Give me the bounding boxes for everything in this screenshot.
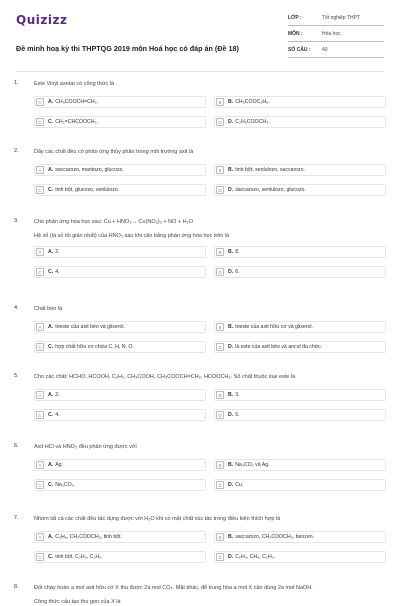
option-letter-box: B bbox=[216, 98, 224, 106]
question-text: Cho phản ứng hóa học sau: Cu + HNO₃→ Cu(NO₃)₂ + NO + H₂O bbox=[34, 219, 194, 225]
option-text: 2. bbox=[55, 249, 60, 255]
option-letter-box: D bbox=[216, 118, 224, 126]
answer-option-content bbox=[216, 553, 275, 561]
answer-option-content bbox=[216, 268, 240, 276]
meta-row-class bbox=[288, 10, 384, 26]
option-letter-box: D bbox=[216, 186, 224, 194]
answer-option-content bbox=[36, 461, 63, 469]
answer-option-content bbox=[216, 481, 243, 489]
option-letter: C. bbox=[48, 344, 54, 350]
header-divider bbox=[16, 71, 384, 72]
option-text: CH₃COOCH=CH₂. bbox=[55, 99, 99, 105]
answer-option-d[interactable] bbox=[214, 266, 386, 278]
option-letter-box: B bbox=[216, 461, 224, 469]
option-text: C₂H₄, CH₄, C₂H₂. bbox=[235, 554, 276, 560]
question-number: 1. bbox=[14, 80, 19, 86]
option-letter-box: C bbox=[36, 118, 44, 126]
answer-option-content bbox=[216, 248, 240, 256]
option-letter-box: A bbox=[36, 166, 44, 174]
question-text: Hệ số (là số tối giản nhất) của HNO₃ sau khi cân bằng phản ứng hóa học trên là bbox=[34, 233, 230, 239]
answer-option-content bbox=[216, 166, 305, 174]
option-letter: A. bbox=[48, 99, 54, 105]
option-letter-box: D bbox=[216, 343, 224, 351]
answer-option-content bbox=[36, 186, 119, 194]
question-number: 5. bbox=[14, 373, 19, 379]
option-letter: B. bbox=[228, 167, 234, 173]
answer-option-content bbox=[216, 411, 240, 419]
option-text: 2. bbox=[55, 392, 60, 398]
option-letter: A. bbox=[48, 392, 54, 398]
option-letter-box: A bbox=[36, 98, 44, 106]
option-letter: B. bbox=[228, 324, 234, 330]
question-text: Cho các chất: HCHO, HCOOH, C₂H₂, CH₃COOH, CH₃COOCH=CH₂, HCOOCH₃. Số chất thuộc loại este là bbox=[34, 374, 296, 380]
answer-option-content bbox=[36, 98, 98, 106]
option-letter-box: A bbox=[36, 461, 44, 469]
option-letter: A. bbox=[48, 167, 54, 173]
option-text: Na₂CO₃. bbox=[55, 482, 76, 488]
option-letter: B. bbox=[228, 249, 234, 255]
option-text: Ag. bbox=[55, 462, 63, 468]
question-number: 8. bbox=[14, 584, 19, 590]
meta-key: MÔN : bbox=[288, 30, 303, 37]
option-letter-box: D bbox=[216, 411, 224, 419]
option-letter: A. bbox=[48, 324, 54, 330]
answer-option-content bbox=[216, 391, 240, 399]
meta-row-count bbox=[288, 42, 384, 58]
option-letter: D. bbox=[228, 344, 234, 350]
option-letter-box: C bbox=[36, 186, 44, 194]
option-text: 5. bbox=[235, 412, 240, 418]
meta-value: Tốt nghiệp THPT bbox=[322, 14, 360, 21]
question-text: Dãy các chất đều có phản ứng thủy phân trong môi trường axit là bbox=[34, 149, 194, 155]
answer-option-content bbox=[36, 533, 122, 541]
option-letter: C. bbox=[48, 269, 54, 275]
answer-option-content bbox=[216, 323, 313, 331]
document-title: Đề minh hoạ kỳ thi THPTQG 2019 môn Hoá học có đáp án (Đề 18) bbox=[16, 44, 239, 53]
option-letter: B. bbox=[228, 462, 234, 468]
question-number: 6. bbox=[14, 443, 19, 449]
option-letter: A. bbox=[48, 534, 54, 540]
meta-key: SỐ CÂU : bbox=[288, 46, 311, 53]
question-text: Đốt cháy hoàn a mol axit hữu cơ X thu được 2a mol CO₂. Mặt khác, để trung hòa a mol X cần dùng 2a mol NaOH. bbox=[34, 585, 313, 591]
option-letter: D. bbox=[228, 269, 234, 275]
answer-option-content bbox=[216, 118, 270, 126]
question-text: Este Vinyl axetat có công thức là bbox=[34, 81, 115, 87]
option-letter: D. bbox=[228, 187, 234, 193]
question-number: 3. bbox=[14, 218, 19, 224]
option-letter: D. bbox=[228, 554, 234, 560]
question-number: 7. bbox=[14, 515, 19, 521]
option-text: tinh bột, xenlulozo, saccarozo. bbox=[235, 167, 305, 173]
question-text: Nhóm tất cả các chất đều tác dụng được với H₂O khi có mặt chất xúc tác trong điều kiện thích hợp là bbox=[34, 516, 281, 522]
answer-option-a[interactable] bbox=[34, 246, 206, 258]
option-letter: A. bbox=[48, 462, 54, 468]
option-letter: D. bbox=[228, 412, 234, 418]
answer-option-content bbox=[36, 323, 125, 331]
answer-option-b[interactable] bbox=[214, 246, 386, 258]
option-text: C₂H₅COOCH₃. bbox=[235, 119, 270, 125]
option-letter-box: B bbox=[216, 166, 224, 174]
option-letter-box: B bbox=[216, 323, 224, 331]
option-letter-box: D bbox=[216, 553, 224, 561]
option-letter: C. bbox=[48, 482, 54, 488]
question-text: Chất béo là bbox=[34, 306, 63, 312]
option-text: Na₂CO₃ và Ag. bbox=[235, 462, 270, 468]
answer-option-content bbox=[36, 553, 103, 561]
option-letter-box: C bbox=[36, 268, 44, 276]
option-text: tinh bột, glucozo, xenlulozo. bbox=[55, 187, 120, 193]
option-letter: C. bbox=[48, 119, 54, 125]
answer-option-b[interactable] bbox=[214, 389, 386, 401]
option-letter-box: A bbox=[36, 391, 44, 399]
option-letter-box: C bbox=[36, 553, 44, 561]
answer-option-content bbox=[216, 186, 306, 194]
option-letter-box: C bbox=[36, 411, 44, 419]
option-letter-box: A bbox=[36, 248, 44, 256]
option-text: 8. bbox=[235, 249, 240, 255]
option-letter: B. bbox=[228, 99, 234, 105]
option-text: CH₂=CHCOOCH₃. bbox=[55, 119, 99, 125]
option-text: C₂H₆, CH₃COOCH₃, tinh bột. bbox=[55, 534, 123, 540]
quizizz-logo: Quizizz bbox=[16, 13, 68, 27]
option-text: 4. bbox=[55, 412, 60, 418]
option-letter: C. bbox=[48, 187, 54, 193]
option-letter: D. bbox=[228, 119, 234, 125]
answer-option-content bbox=[216, 461, 270, 469]
option-text: saccarozo, xenlulozo, glucozo. bbox=[235, 187, 306, 193]
option-letter-box: C bbox=[36, 481, 44, 489]
option-letter-box: C bbox=[36, 343, 44, 351]
answer-option-content bbox=[36, 118, 98, 126]
answer-option-content bbox=[36, 391, 60, 399]
option-letter: C. bbox=[48, 412, 54, 418]
option-letter-box: A bbox=[36, 323, 44, 331]
option-text: trieste của axit hữu cơ và glixerol. bbox=[235, 324, 313, 330]
option-letter: B. bbox=[228, 392, 234, 398]
meta-value: Hóa học bbox=[322, 30, 341, 37]
option-text: 3. bbox=[235, 392, 240, 398]
page-header bbox=[16, 10, 384, 66]
meta-table bbox=[288, 10, 384, 58]
option-text: tinh bột, C₂H₄, C₂H₂. bbox=[55, 554, 103, 560]
option-letter-box: D bbox=[216, 481, 224, 489]
question-text: Công thức cấu tạo thu gọn của X là bbox=[34, 599, 121, 605]
answer-option-content bbox=[36, 268, 60, 276]
option-text: 6. bbox=[235, 269, 240, 275]
option-text: saccarozo, CH₃COOCH₃, benzen. bbox=[235, 534, 315, 540]
answer-option-content bbox=[216, 343, 322, 351]
answer-option-c[interactable] bbox=[34, 266, 206, 278]
option-letter-box: A bbox=[36, 533, 44, 541]
answer-option-a[interactable] bbox=[34, 389, 206, 401]
option-letter: D. bbox=[228, 482, 234, 488]
meta-key: LỚP : bbox=[288, 14, 302, 21]
meta-value: 40 bbox=[322, 46, 328, 53]
answer-option-content bbox=[36, 343, 134, 351]
option-letter-box: B bbox=[216, 533, 224, 541]
option-letter: C. bbox=[48, 554, 54, 560]
answer-option-content bbox=[36, 481, 75, 489]
answer-option-content bbox=[36, 411, 60, 419]
answer-option-content bbox=[36, 166, 124, 174]
answer-option-content bbox=[36, 248, 60, 256]
answer-option-d[interactable] bbox=[214, 409, 386, 421]
option-text: 4. bbox=[55, 269, 60, 275]
meta-row-subject bbox=[288, 26, 384, 42]
option-text: hợp chất hữu cơ chứa C, H, N, O. bbox=[55, 344, 134, 350]
option-letter-box: D bbox=[216, 268, 224, 276]
question-number: 2. bbox=[14, 148, 19, 154]
option-text: là este của axit béo và ancol đa chức. bbox=[235, 344, 323, 350]
option-text: CH₃COOC₂H₅. bbox=[235, 99, 270, 105]
option-letter-box: B bbox=[216, 248, 224, 256]
answer-option-content bbox=[216, 98, 270, 106]
option-text: saccarozo, mantozo, glucozo. bbox=[55, 167, 124, 173]
option-letter: B. bbox=[228, 534, 234, 540]
question-text: Axit HCl và HNO₃ đều phản ứng được với bbox=[34, 444, 137, 450]
question-number: 4. bbox=[14, 305, 19, 311]
option-text: trieste của axit béo và glixerol. bbox=[55, 324, 125, 330]
option-letter: A. bbox=[48, 249, 54, 255]
answer-option-content bbox=[216, 533, 314, 541]
answer-option-c[interactable] bbox=[34, 409, 206, 421]
option-letter-box: B bbox=[216, 391, 224, 399]
option-text: Cu. bbox=[235, 482, 244, 488]
